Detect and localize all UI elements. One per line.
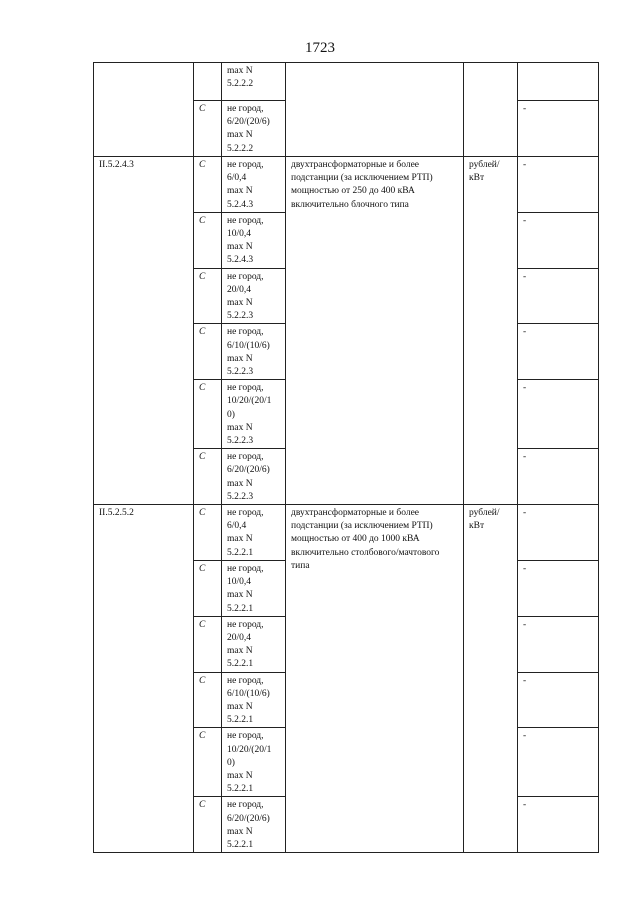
table-row <box>94 505 599 561</box>
row-params: не город, 10/0,4 max N 5.2.4.3 <box>222 212 286 268</box>
row-category: C <box>194 449 222 505</box>
row-params: не город, 6/20/(20/6) max N 5.2.2.2 <box>222 101 286 157</box>
table-row <box>94 157 599 213</box>
row-value: - <box>518 324 599 380</box>
row-params: не город, 6/10/(10/6) max N 5.2.2.1 <box>222 672 286 728</box>
row-category: C <box>194 380 222 449</box>
row-category: C <box>194 157 222 213</box>
row-category: C <box>194 268 222 324</box>
row-params: не город, 20/0,4 max N 5.2.2.1 <box>222 616 286 672</box>
tariff-table <box>93 62 599 853</box>
row-category: C <box>194 616 222 672</box>
row-params: не город, 6/0,4 max N 5.2.4.3 <box>222 157 286 213</box>
row-unit: рублей/ кВт <box>464 505 518 853</box>
row-value: - <box>518 101 599 157</box>
row-value: - <box>518 212 599 268</box>
row-category: C <box>194 212 222 268</box>
row-category: C <box>194 101 222 157</box>
row-params: не город, 6/20/(20/6) max N 5.2.2.3 <box>222 449 286 505</box>
row-params: не город, 6/10/(10/6) max N 5.2.2.3 <box>222 324 286 380</box>
row-value: - <box>518 728 599 797</box>
row-code <box>94 63 194 157</box>
row-params: не город, 10/20/(20/1 0) max N 5.2.2.1 <box>222 728 286 797</box>
row-value: - <box>518 560 599 616</box>
row-category <box>194 63 222 101</box>
row-value <box>518 63 599 101</box>
row-value: - <box>518 449 599 505</box>
row-description: двухтрансформаторные и более подстанции (за исключением РТП) мощностью от 250 до 400 кВА включительно блочного типа <box>286 157 464 505</box>
row-value: - <box>518 268 599 324</box>
row-value: - <box>518 157 599 213</box>
row-category: C <box>194 324 222 380</box>
row-value: - <box>518 797 599 853</box>
row-value: - <box>518 616 599 672</box>
row-category: C <box>194 728 222 797</box>
row-code: II.5.2.5.2 <box>94 505 194 853</box>
page-number: 1723 <box>305 40 335 56</box>
row-params: max N 5.2.2.2 <box>222 63 286 101</box>
row-params: не город, 20/0,4 max N 5.2.2.3 <box>222 268 286 324</box>
row-params: не город, 6/0,4 max N 5.2.2.1 <box>222 505 286 561</box>
row-unit <box>464 63 518 157</box>
row-description: двухтрансформаторные и более подстанции (за исключением РТП) мощностью от 400 до 1000 кВА включительно столбового/мачтового типа <box>286 505 464 853</box>
row-params: не город, 10/0,4 max N 5.2.2.1 <box>222 560 286 616</box>
table-row <box>94 63 599 101</box>
row-category: C <box>194 672 222 728</box>
row-code: II.5.2.4.3 <box>94 157 194 505</box>
row-value: - <box>518 672 599 728</box>
row-params: не город, 6/20/(20/6) max N 5.2.2.1 <box>222 797 286 853</box>
row-value: - <box>518 380 599 449</box>
row-params: не город, 10/20/(20/1 0) max N 5.2.2.3 <box>222 380 286 449</box>
row-category: C <box>194 797 222 853</box>
row-description <box>286 63 464 157</box>
row-value: - <box>518 505 599 561</box>
row-unit: рублей/ кВт <box>464 157 518 505</box>
row-category: C <box>194 560 222 616</box>
row-category: C <box>194 505 222 561</box>
